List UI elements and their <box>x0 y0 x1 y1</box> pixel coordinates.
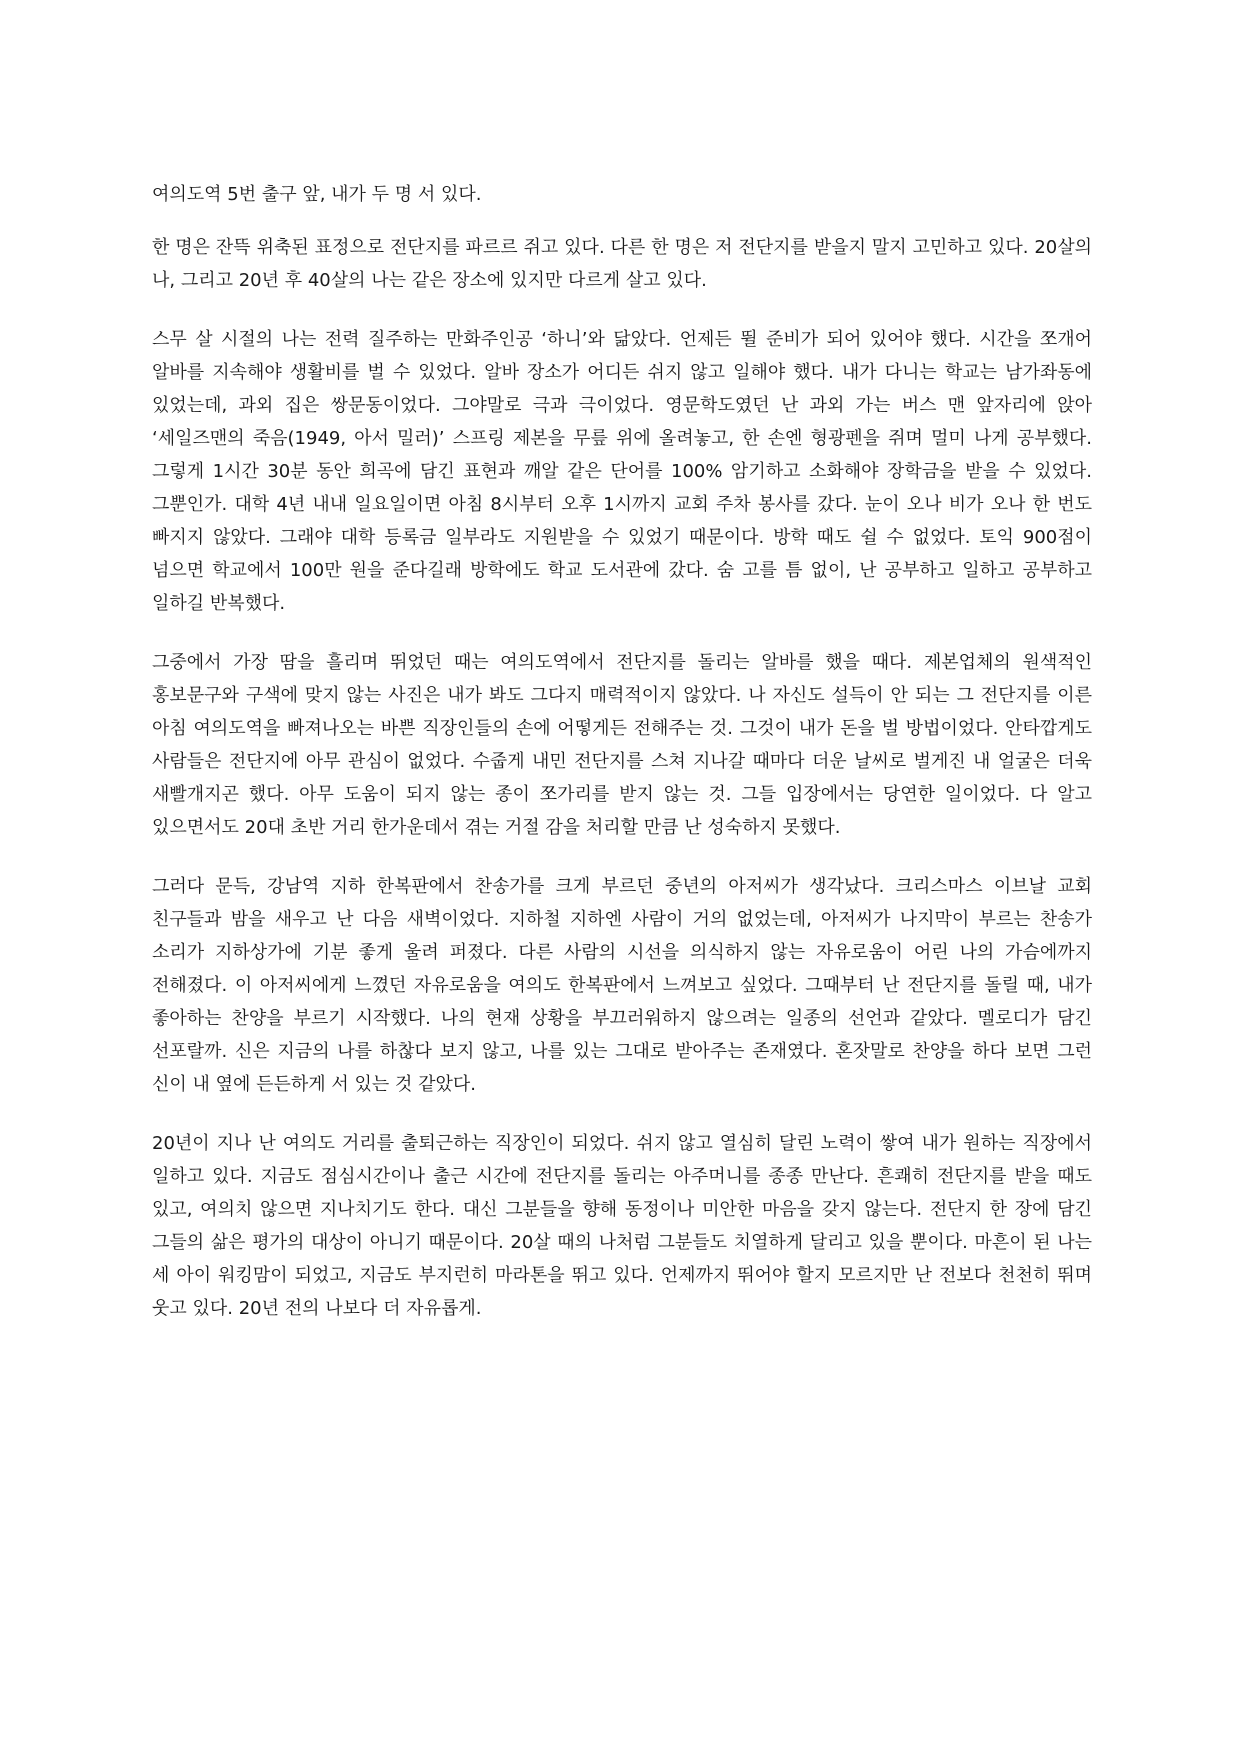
paragraph-6: 20년이 지나 난 여의도 거리를 출퇴근하는 직장인이 되었다. 쉬지 않고 열심히 달린 노력이 쌓여 내가 원하는 직장에서 일하고 있다. 지금도 점심시간이나 출근 시간에 전단지를 돌리는 아주머니를 종종 만난다. 흔쾌히 전단지를 받을 때도 있고, 여의치 않으면 지나치기도 한다. 대신 그분들을 향해 동정이나 미안한 마음을 갖지 않는다. 전단지 한 장에 담긴 그들의 삶은 평가의 대상이 아니기 때문이다. 20살 때의 나처럼 그분들도 치열하게 달리고 있을 뿐이다. 마흔이 된 나는 세 아이 워킹맘이 되었고, 지금도 부지런히 마라톤을 뛰고 있다. 언제까지 뛰어야 할지 모르지만 난 전보다 천천히 뛰며 웃고 있다. 20년 전의 나보다 더 자유롭게. <box>152 1133 1092 1319</box>
paragraph-3: 스무 살 시절의 나는 전력 질주하는 만화주인공 ‘하니’와 닮았다. 언제든 뛸 준비가 되어 있어야 했다. 시간을 쪼개어 알바를 지속해야 생활비를 벌 수 있었다. 알바 장소가 어디든 쉬지 않고 일해야 했다. 내가 다니는 학교는 남가좌동에 있었는데, 과외 집은 쌍문동이었다. 그야말로 극과 극이었다. 영문학도였던 난 과외 가는 버스 맨 앞자리에 앉아 ‘세일즈맨의 죽음(1949, 아서 밀러)’ 스프링 제본을 무릎 위에 올려놓고, 한 손엔 형광펜을 쥐며 멀미 나게 공부했다. 그렇게 1시간 30분 동안 희곡에 담긴 표현과 깨알 같은 단어를 100% 암기하고 소화해야 장학금을 받을 수 있었다. 그뿐인가. 대학 4년 내내 일요일이면 아침 8시부터 오후 1시까지 교회 주차 봉사를 갔다. 눈이 오나 비가 오나 한 번도 빠지지 않았다. 그래야 대학 등록금 일부라도 지원받을 수 있었기 때문이다. 방학 때도 쉴 수 없었다. 토익 900점이 넘으면 학교에서 100만 원을 준다길래 방학에도 학교 도서관에 갔다. 숨 고를 틈 없이, 난 공부하고 일하고 공부하고 일하길 반복했다. <box>152 329 1092 614</box>
paragraph-2: 한 명은 잔뜩 위축된 표정으로 전단지를 파르르 쥐고 있다. 다른 한 명은 저 전단지를 받을지 말지 고민하고 있다. 20살의 나, 그리고 20년 후 40살의 나는 같은 장소에 있지만 다르게 살고 있다. <box>152 237 1092 291</box>
paragraph-5: 그러다 문득, 강남역 지하 한복판에서 찬송가를 크게 부르던 중년의 아저씨가 생각났다. 크리스마스 이브날 교회 친구들과 밤을 새우고 난 다음 새벽이었다. 지하철 지하엔 사람이 거의 없었는데, 아저씨가 나지막이 부르는 찬송가 소리가 지하상가에 기분 좋게 울려 퍼졌다. 다른 사람의 시선을 의식하지 않는 자유로움이 어린 나의 가슴에까지 전해졌다. 이 아저씨에게 느꼈던 자유로움을 여의도 한복판에서 느껴보고 싶었다. 그때부터 난 전단지를 돌릴 때, 내가 좋아하는 찬양을 부르기 시작했다. 나의 현재 상황을 부끄러워하지 않으려는 일종의 선언과 같았다. 멜로디가 담긴 선포랄까. 신은 지금의 나를 하찮다 보지 않고, 나를 있는 그대로 받아주는 존재였다. 혼잣말로 찬양을 하다 보면 그런 신이 내 옆에 든든하게 서 있는 것 같았다. <box>152 876 1092 1095</box>
paragraph-4: 그중에서 가장 땀을 흘리며 뛰었던 때는 여의도역에서 전단지를 돌리는 알바를 했을 때다. 제본업체의 원색적인 홍보문구와 구색에 맞지 않는 사진은 내가 봐도 그다지 매력적이지 않았다. 나 자신도 설득이 안 되는 그 전단지를 이른 아침 여의도역을 빠져나오는 바쁜 직장인들의 손에 어떻게든 전해주는 것. 그것이 내가 돈을 벌 방법이었다. 안타깝게도 사람들은 전단지에 아무 관심이 없었다. 수줍게 내민 전단지를 스쳐 지나갈 때마다 더운 날씨로 벌게진 내 얼굴은 더욱 새빨개지곤 했다. 아무 도움이 되지 않는 종이 쪼가리를 받지 않는 것. 그들 입장에서는 당연한 일이었다. 다 알고 있으면서도 20대 초반 거리 한가운데서 겪는 거절 감을 처리할 만큼 난 성숙하지 못했다. <box>152 652 1092 838</box>
paragraph-1: 여의도역 5번 출구 앞, 내가 두 명 서 있다. <box>152 184 482 205</box>
document-body <box>152 178 1092 1351</box>
